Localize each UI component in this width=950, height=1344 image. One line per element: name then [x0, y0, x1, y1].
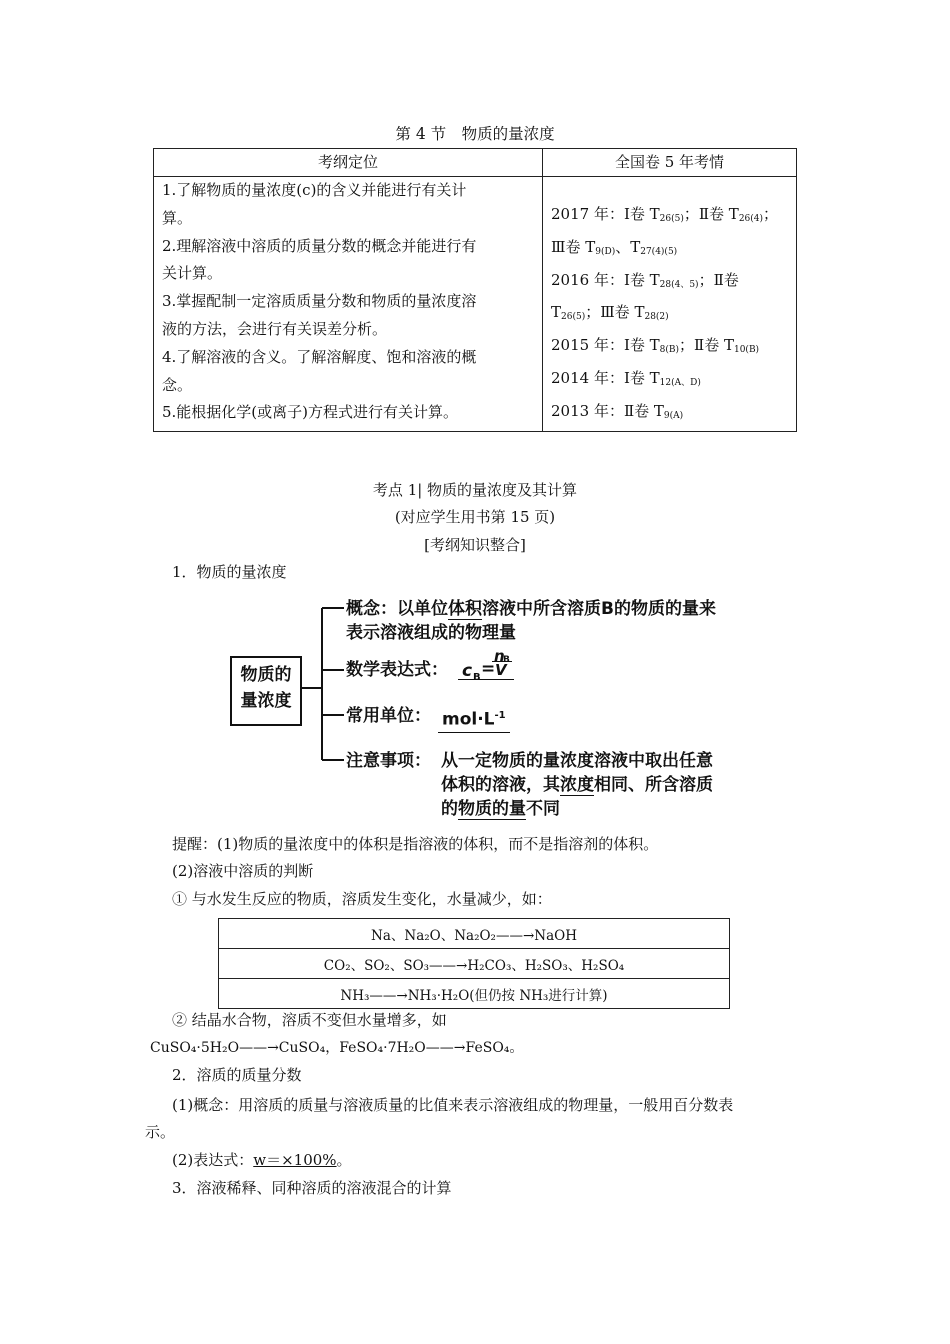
- item-2-title: 2．溶质的质量分数: [172, 1066, 302, 1084]
- tip-4: ② 结晶水合物，溶质不变但水量增多，如: [172, 1011, 447, 1029]
- note-text: 从一定物质的量浓度溶液中取出任意 体积的溶液，其浓度相同、所含溶质 的物质的量不同: [441, 751, 713, 819]
- exam-line-2014: 2014 年：Ⅰ卷 $T_{12(A、D)}$: [551, 368, 701, 388]
- bracket-lines: [298, 600, 348, 770]
- exam-line-2016-cont: $T_{26(5)}$；Ⅲ卷 $T_{28(2)}$: [551, 303, 669, 323]
- goal-line: 1.了解物质的量浓度(c)的含义并能进行有关计: [162, 181, 467, 199]
- goal-line: 3.掌握配制一定溶质质量分数和物质的量浓度溶: [162, 292, 477, 311]
- tip-1: 提醒：(1)物质的量浓度中的体积是指溶液的体积，而不是指溶剂的体积。: [172, 835, 659, 853]
- formula: c B = n B V: [458, 646, 514, 680]
- reaction-row: NH₃——→NH₃·H₂O(但仍按 NH₃进行计算): [219, 979, 730, 1009]
- exam-line-2016: 2016 年：Ⅰ卷 $T_{28(4、5)}$；Ⅱ卷: [551, 270, 739, 290]
- goal-line: 5.能根据化学(或离子)方程式进行有关计算。: [162, 403, 459, 422]
- item-3-title: 3．溶液稀释、同种溶质的溶液混合的计算: [172, 1179, 452, 1197]
- section-heading: 考点 1| 物质的量浓度及其计算: [372, 481, 578, 499]
- item-2-concept-cont: 示。: [145, 1123, 176, 1141]
- exam-line-2013: 2013 年：Ⅱ卷 $T_{9(A)}$: [551, 401, 684, 421]
- section-subheading: [考纲知识整合]: [424, 536, 526, 554]
- goal-line: 2.理解溶液中溶质的质量分数的概念并能进行有: [162, 236, 477, 255]
- unit-label: 常用单位：: [346, 706, 431, 726]
- goal-line: 算。: [162, 208, 193, 227]
- item-1-title: 1．物质的量浓度: [172, 563, 287, 581]
- exam-line-2015: 2015 年：Ⅰ卷 $T_{8(B)}$；Ⅱ卷 $T_{10(B)}$: [551, 336, 760, 356]
- outline-table: [153, 148, 797, 432]
- reaction-row: CO₂、SO₂、SO₃——→H₂CO₃、H₂SO₃、H₂SO₄: [219, 949, 730, 979]
- item-2-concept: (1)概念：用溶质的质量与溶液质量的比值来表示溶液组成的物理量，一般用百分数表: [172, 1096, 734, 1114]
- page-title: 第 4 节 物质的量浓度: [395, 125, 555, 143]
- goal-line: 关计算。: [162, 264, 223, 283]
- exam-line-2017: 2017 年：Ⅰ卷 $T_{26(5)}$；Ⅱ卷 $T_{26(4)}$；: [551, 205, 779, 224]
- tip-3: ① 与水发生反应的物质，溶质发生变化，水量减少，如：: [172, 890, 552, 908]
- exam-cell: [543, 177, 797, 432]
- unit-value: $mol\cdot L^{-1}$: [438, 704, 510, 733]
- note-label: 注意事项：: [346, 751, 431, 771]
- goal-line: 液的方法，会进行有关误差分析。: [162, 319, 388, 338]
- goals-cell: [154, 177, 543, 432]
- concept-definition: 概念：以单位体积溶液中所含溶质B的物质的量来 表示溶液组成的物理量: [346, 599, 716, 643]
- reaction-table: [218, 918, 730, 1009]
- item-2-expression: (2)表达式：w＝×100%。: [172, 1151, 352, 1169]
- col-header-outline: 考纲定位: [154, 149, 543, 177]
- section-ref: (对应学生用书第 15 页): [394, 508, 556, 526]
- tip-5: CuSO₄·5H₂O——→CuSO₄，FeSO₄·7H₂O——→FeSO₄。: [150, 1040, 524, 1056]
- goal-line: 念。: [162, 375, 193, 394]
- concept-center-box: 物质的 量浓度: [230, 656, 302, 726]
- goal-line: 4.了解溶液的含义。了解溶解度、饱和溶液的概: [162, 347, 477, 366]
- reaction-row: Na、Na₂O、Na₂O₂——→NaOH: [219, 919, 730, 949]
- tip-2: (2)溶液中溶质的判断: [172, 862, 314, 880]
- exam-line-2017-cont: Ⅲ卷 $T_{9(D)}$、$T_{27(4)(5)}$: [551, 237, 678, 257]
- col-header-exam: 全国卷 5 年考情: [543, 149, 797, 177]
- formula-label: 数学表达式：: [346, 660, 448, 680]
